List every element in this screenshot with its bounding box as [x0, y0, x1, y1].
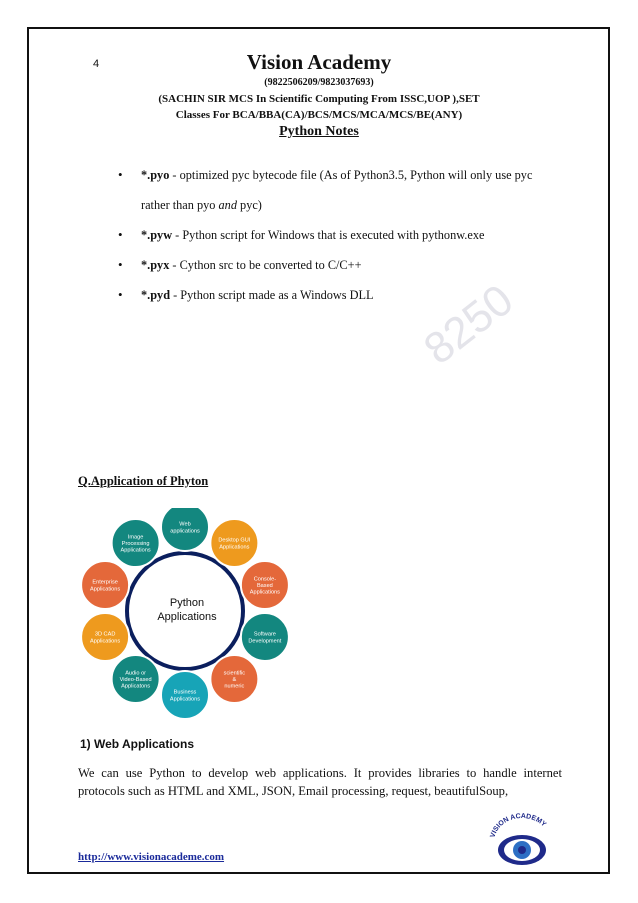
- application-node-label: Audio or: [125, 670, 147, 677]
- subheading: 1) Web Applications: [80, 737, 195, 751]
- list-item: • *.pyx - Cython src to be converted to C/C++: [118, 250, 558, 280]
- application-node-label: applications: [170, 528, 200, 535]
- python-applications-diagram: [80, 508, 290, 723]
- application-node-label: Applications: [90, 586, 121, 593]
- body-paragraph: We can use Python to develop web applications. It provides libraries to handle internet protocols such as HTML and XML, JSON, Email processing, request, beautifulSoup,: [78, 766, 562, 798]
- header-subtitle-2: Classes For BCA/BBA(CA)/BCS/MCS/MCA/MCS/BE(ANY): [175, 109, 463, 121]
- header-subtitle-1: (SACHIN SIR MCS In Scientific Computing From ISSC,UOP ),SET: [158, 93, 480, 105]
- application-node-label: Console-: [253, 576, 277, 583]
- website-link[interactable]: http://www.visionacademe.com: [78, 851, 225, 863]
- vision-academy-logo: [486, 808, 558, 870]
- logo-text: VISION ACADEMY: [489, 812, 548, 839]
- application-node: [112, 519, 160, 567]
- application-node-label: Applications: [219, 544, 250, 551]
- application-node: [210, 519, 258, 567]
- academy-title: Vision Academy: [246, 50, 392, 74]
- section-heading: Q.Application of Phyton: [78, 474, 209, 488]
- list-item: • *.pyo - optimized pyc bytecode file (As of Python3.5, Python will only use pyc rather than pyo and pyc): [118, 160, 558, 220]
- page-number: 4: [93, 58, 100, 70]
- application-node: [241, 613, 289, 661]
- application-node: [81, 561, 129, 609]
- list-item: • *.pyw - Python script for Windows that is executed with pythonw.exe: [118, 220, 558, 250]
- application-node: [81, 613, 129, 661]
- application-node-label: Development: [248, 638, 282, 645]
- phone-numbers: (9822506209/9823037693): [264, 77, 374, 88]
- list-item: • *.pyd - Python script made as a Windows DLL: [118, 280, 558, 310]
- application-node-label: Software: [253, 631, 276, 638]
- application-node-label: Desktop GUI: [218, 537, 251, 544]
- application-node-label: Enterprise: [92, 579, 118, 586]
- application-node-label: numeric: [224, 683, 245, 690]
- application-node-label: Video-Based: [119, 676, 152, 683]
- file-extension-list: [118, 160, 558, 310]
- center-label-line1: Python: [169, 597, 205, 609]
- application-node: [112, 655, 160, 703]
- application-node: [210, 655, 258, 703]
- svg-text:VISION ACADEMY: [489, 813, 547, 839]
- application-node-label: Processing: [121, 541, 150, 548]
- application-node: [161, 671, 209, 719]
- center-label-line2: Applications: [157, 611, 217, 623]
- application-node-label: scientific: [223, 670, 246, 677]
- application-node-label: Image: [127, 534, 144, 541]
- watermark: 8250: [414, 275, 523, 375]
- application-node-label: Based: [256, 583, 273, 590]
- application-node: [161, 508, 209, 551]
- application-node-label: Business: [173, 689, 197, 696]
- application-node-label: Applicatons: [121, 683, 151, 690]
- notes-title: Python Notes: [279, 124, 359, 139]
- application-node-label: Web: [179, 521, 191, 528]
- application-node-label: Applications: [120, 547, 151, 554]
- application-node-label: 3D CAD: [94, 631, 116, 638]
- application-node-label: Applications: [249, 589, 280, 596]
- application-node-label: Applications: [169, 696, 201, 703]
- application-node-label: &: [232, 676, 237, 683]
- application-node-label: Applications: [90, 638, 121, 645]
- application-node: [241, 561, 289, 609]
